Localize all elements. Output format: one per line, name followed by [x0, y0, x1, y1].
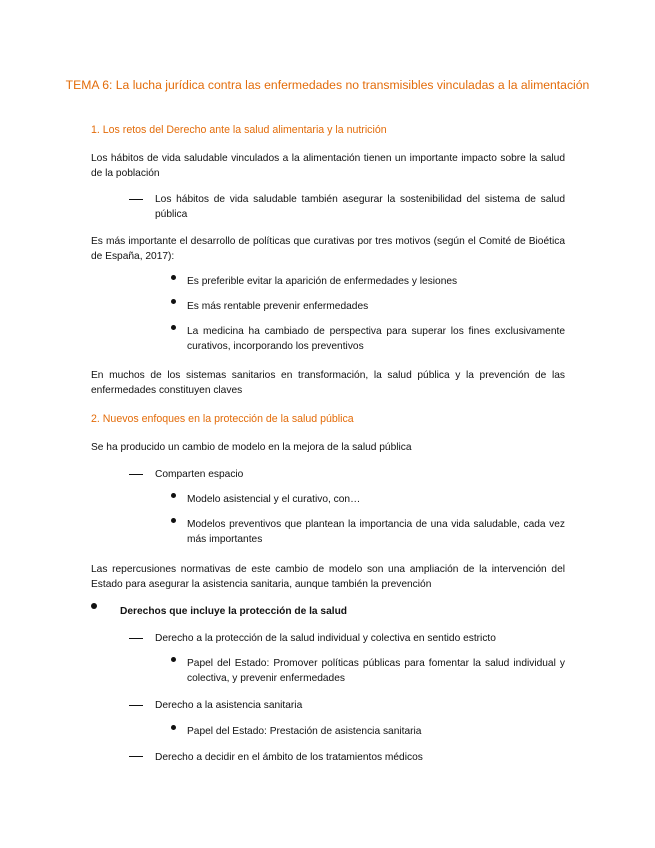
right-item-2: Derecho a la asistencia sanitaria — [155, 700, 303, 711]
section-1-paragraph-2: Es más importante el desarrollo de políticas que curativas por tres motivos (según el Comité de Bioética de España, 2017): — [91, 236, 565, 263]
bullet-icon — [171, 657, 176, 662]
bullet-icon — [171, 275, 176, 280]
section-1-bullet-2: Es más rentable prevenir enfermedades — [187, 301, 369, 312]
right-item-1: Derecho a la protección de la salud individual y colectiva en sentido estricto — [155, 633, 496, 644]
bullet-icon — [171, 325, 176, 330]
dash-bullet-icon — [129, 756, 143, 757]
dash-bullet-icon — [129, 705, 143, 706]
section-2-paragraph-2: Las repercusiones normativas de este cambio de modelo son una ampliación de la intervención del Estado para asegurar la asistencia sanitaria, aunque también la prevención — [91, 564, 565, 591]
bullet-icon — [91, 603, 97, 609]
section-2-sub-bullet-1: Modelo asistencial y el curativo, con… — [187, 494, 361, 505]
right-item-1-sub: Papel del Estado: Promover políticas públicas para fomentar la salud individual y colectiva, y prevenir enfermedades — [187, 658, 565, 685]
right-item-2-sub: Papel del Estado: Prestación de asistencia sanitaria — [187, 726, 422, 737]
section-1-heading: 1. Los retos del Derecho ante la salud alimentaria y la nutrición — [91, 124, 387, 136]
bullet-icon — [171, 299, 176, 304]
section-2-dash-item: Comparten espacio — [155, 469, 244, 480]
bullet-icon — [171, 493, 176, 498]
dash-bullet-icon — [129, 199, 143, 200]
section-1-bullet-1: Es preferible evitar la aparición de enfermedades y lesiones — [187, 276, 458, 287]
right-item-3: Derecho a decidir en el ámbito de los tratamientos médicos — [155, 752, 423, 763]
section-1-paragraph-3: En muchos de los sistemas sanitarios en transformación, la salud pública y la prevención de las enfermedades constituyen claves — [91, 370, 565, 397]
rights-heading: Derechos que incluye la protección de la salud — [120, 606, 348, 617]
section-1-bullet-3: La medicina ha cambiado de perspectiva para superar los fines exclusivamente curativos, incorporando los preventivos — [187, 326, 565, 353]
dash-bullet-icon — [129, 474, 143, 475]
section-1-paragraph-1: Los hábitos de vida saludable vinculados a la alimentación tienen un importante impacto sobre la salud de la población — [91, 153, 565, 180]
section-2-sub-bullet-2: Modelos preventivos que plantean la importancia de una vida saludable, cada vez más importantes — [187, 519, 565, 546]
bullet-icon — [171, 725, 176, 730]
section-2-paragraph-1: Se ha producido un cambio de modelo en la mejora de la salud pública — [91, 442, 412, 453]
dash-bullet-icon — [129, 638, 143, 639]
section-2-heading: 2. Nuevos enfoques en la protección de la salud pública — [91, 413, 354, 425]
bullet-icon — [171, 518, 176, 523]
document-title: TEMA 6: La lucha jurídica contra las enfermedades no transmisibles vinculadas a la alimentación — [65, 78, 590, 92]
section-1-dash-item: Los hábitos de vida saludable también asegurar la sostenibilidad del sistema de salud pública — [155, 194, 565, 221]
